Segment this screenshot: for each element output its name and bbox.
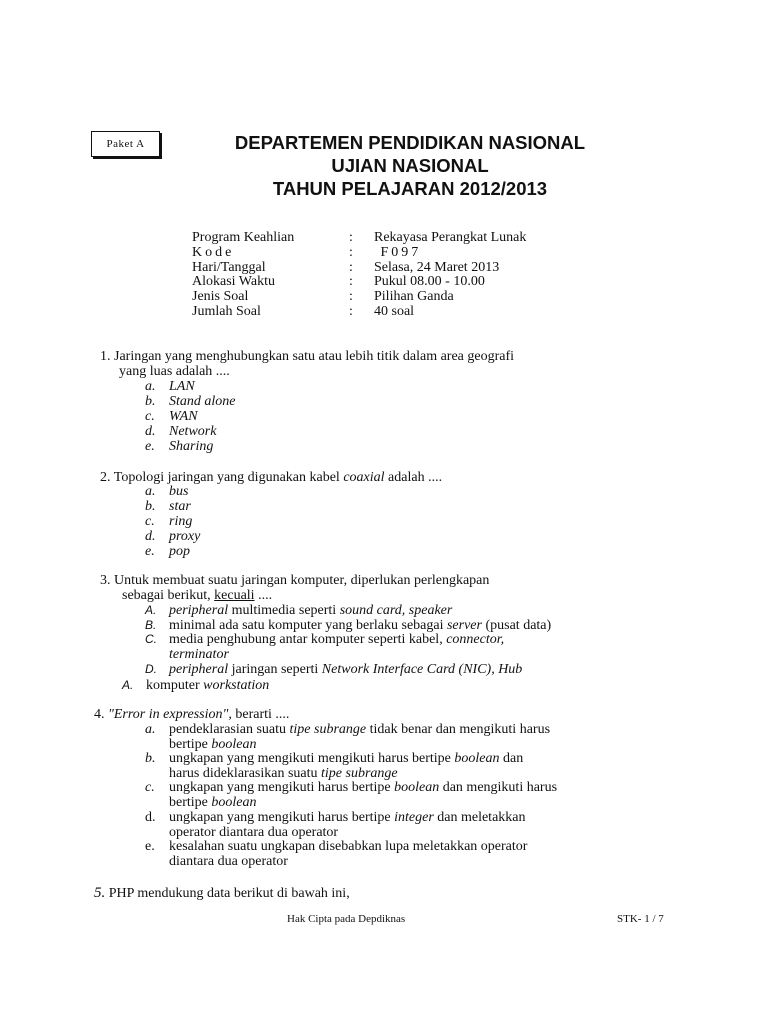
title-department: DEPARTEMEN PENDIDIKAN NASIONAL bbox=[234, 132, 586, 153]
question-2-text: 2. Topologi jaringan yang digunakan kabel coaxial adalah .... bbox=[100, 470, 443, 485]
question-4-text: 4. "Error in expression", berarti .... bbox=[94, 707, 290, 722]
footer-copyright: Hak Cipta pada Depdiknas bbox=[287, 913, 406, 925]
question-5-text: 5. PHP mendukung data berikut di bawah ini, bbox=[94, 885, 350, 901]
question-1-text: 1. Jaringan yang menghubungkan satu atau lebih titik dalam area geografi bbox=[100, 349, 515, 364]
title-exam: UJIAN NASIONAL bbox=[331, 155, 489, 176]
title-year: TAHUN PELAJARAN 2012/2013 bbox=[272, 178, 548, 199]
question-3-text-cont: sebagai berikut, kecuali .... bbox=[122, 588, 273, 603]
question-1-text-cont: yang luas adalah .... bbox=[119, 364, 230, 379]
paket-label: Paket A bbox=[91, 131, 160, 157]
question-3-text: 3. Untuk membuat suatu jaringan komputer, diperlukan perlengkapan bbox=[100, 573, 490, 588]
footer-page-number: STK- 1 / 7 bbox=[617, 913, 664, 925]
